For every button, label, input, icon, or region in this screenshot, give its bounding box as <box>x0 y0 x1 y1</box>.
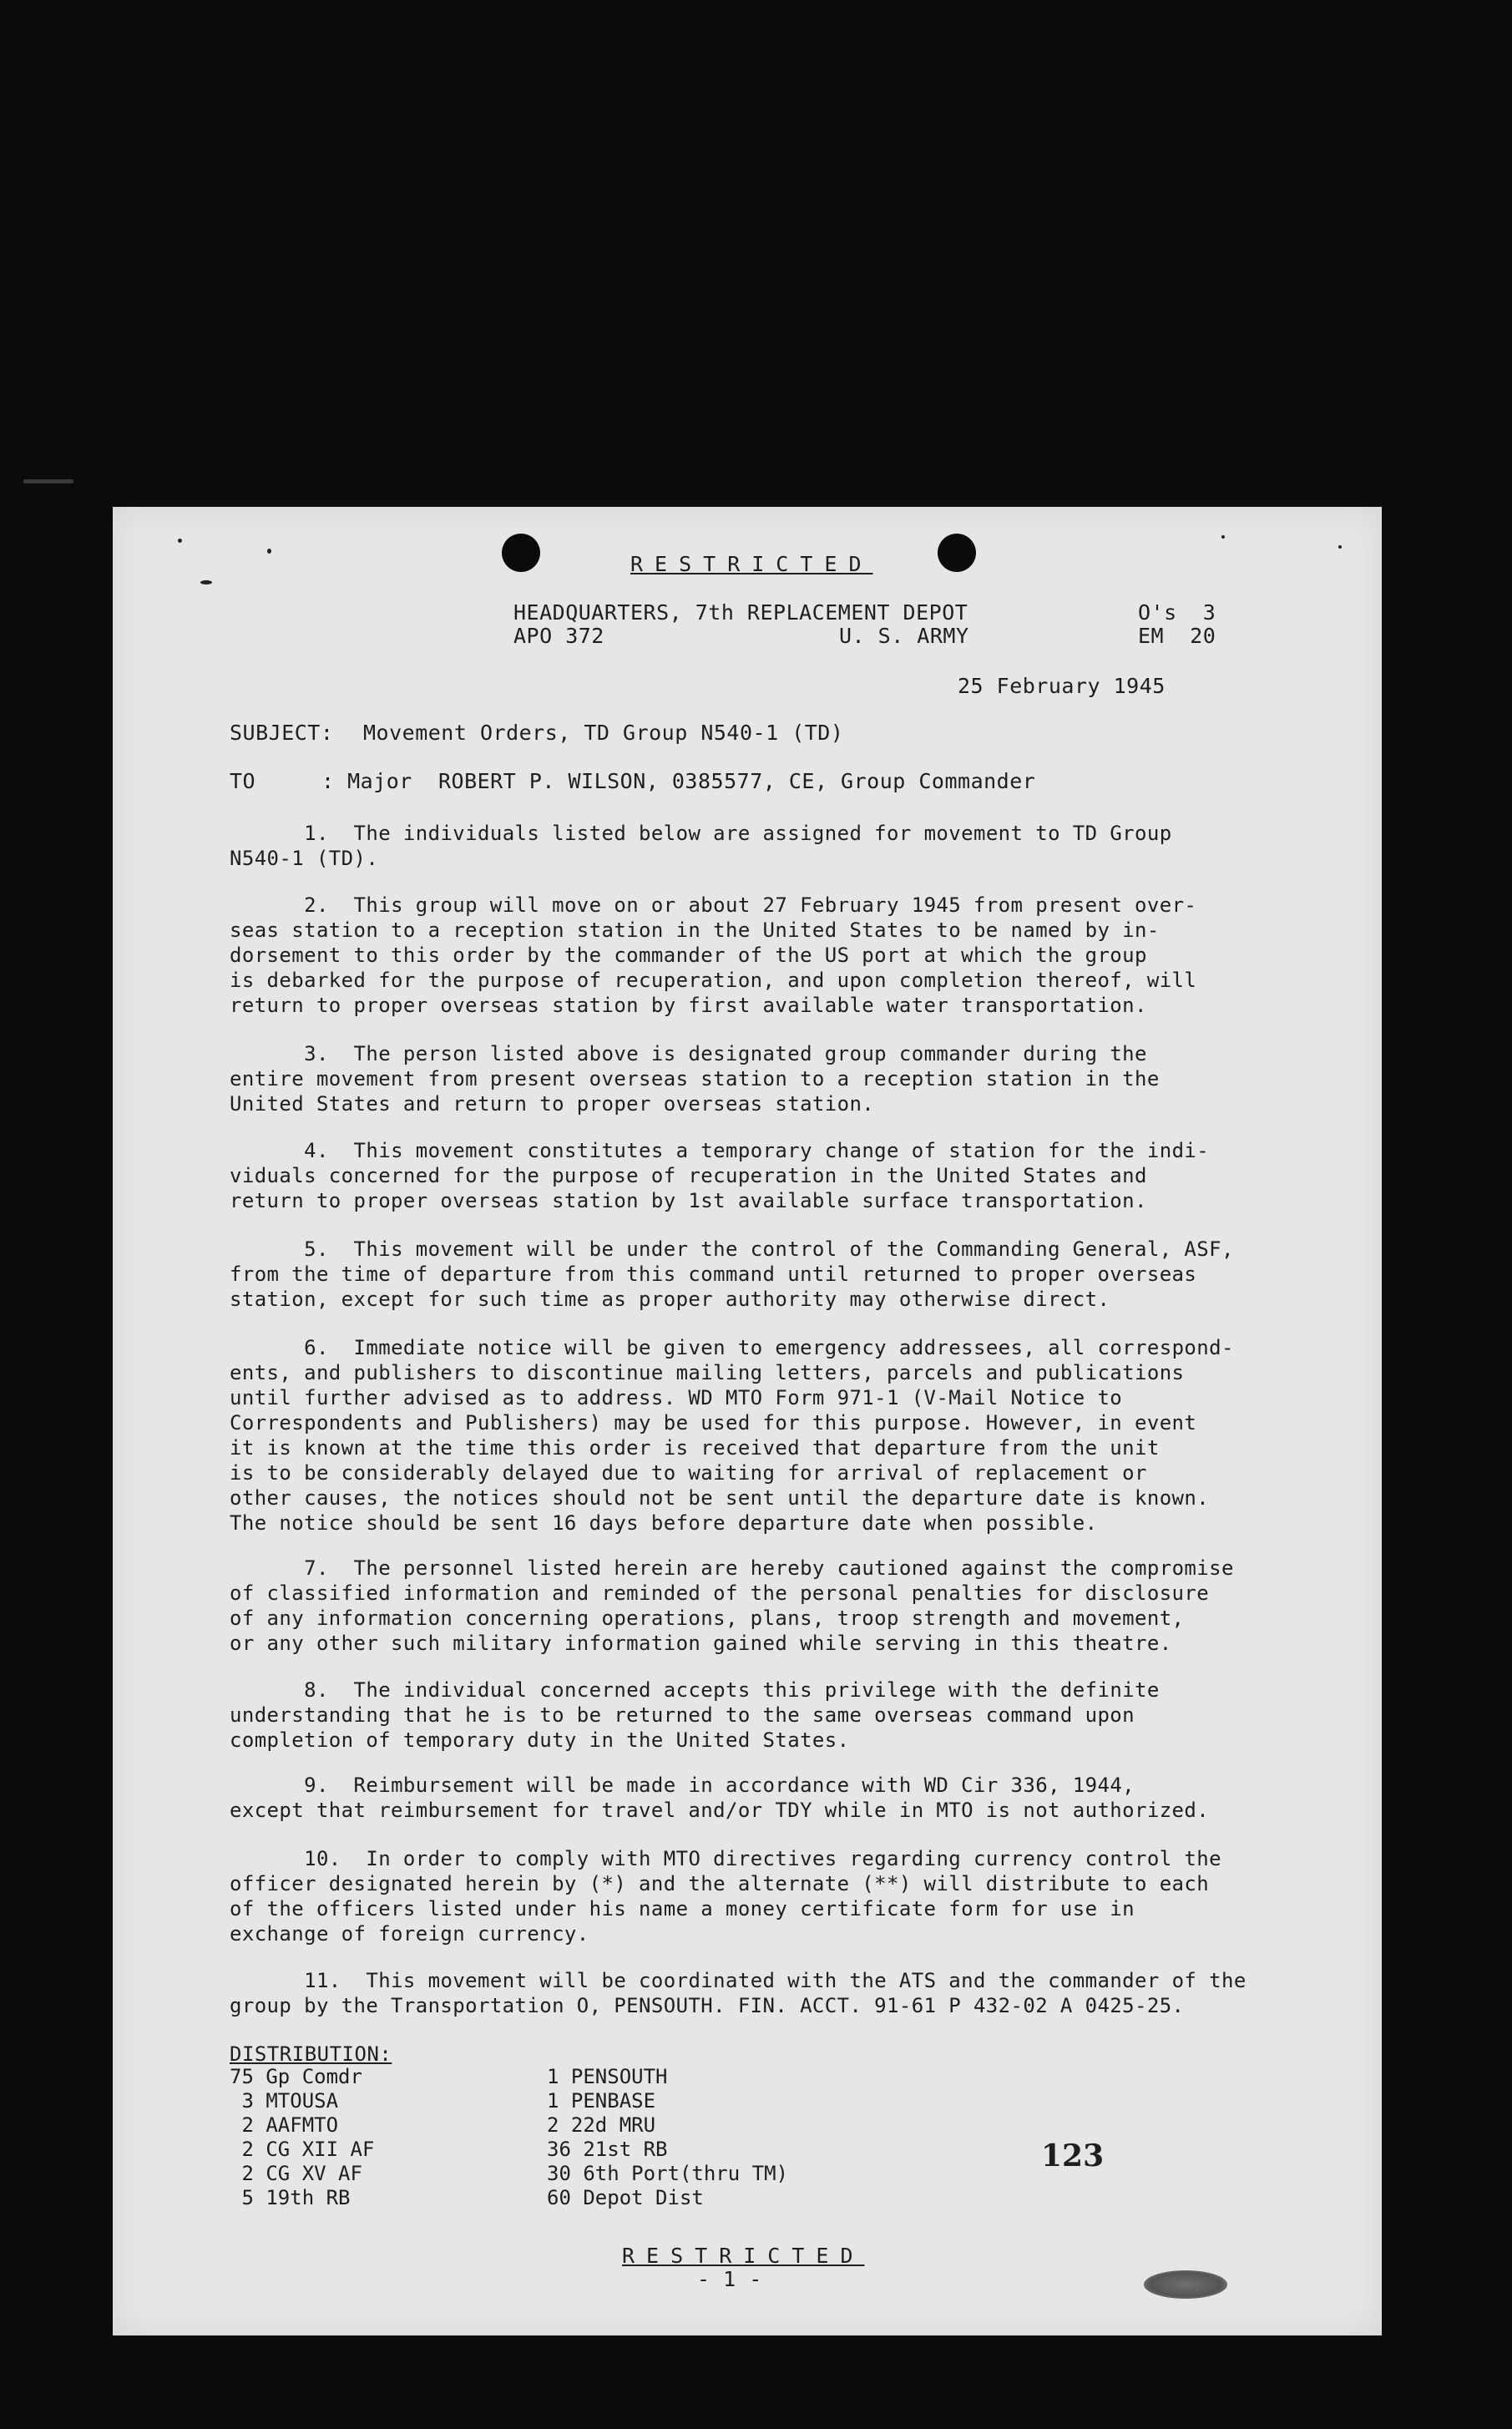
paragraph-11: 11. This movement will be coordinated with the ATS and the commander of the group by the Transportation O, PENSOUTH. FIN. ACCT. 91-61 P 432-02 A 0425-25. <box>230 1969 1247 2017</box>
paragraph-number: 3. <box>304 1042 329 1065</box>
paragraph-number: 9. <box>304 1774 329 1797</box>
ink-stamp <box>1144 2270 1227 2299</box>
distribution-item: 75 Gp Comdr <box>230 2065 362 2088</box>
paragraph-number: 10. <box>304 1847 341 1870</box>
paragraph-number: 11. <box>304 1969 341 1992</box>
to-text: : Major ROBERT P. WILSON, 0385577, CE, Group Commander <box>321 769 1036 793</box>
paragraph-number: 5. <box>304 1237 329 1261</box>
distribution-item: 3 MTOUSA <box>230 2089 339 2113</box>
distribution-item: 2 CG XV AF <box>230 2162 362 2185</box>
speck <box>200 580 212 584</box>
paragraph-3: 3. The person listed above is designated group commander during the entire movement from present overseas station to a reception station in the United States and return to proper overseas station. <box>230 1042 1160 1116</box>
distribution-list-left <box>230 2065 374 2210</box>
paragraph-5: 5. This movement will be under the control of the Commanding General, ASF, from the time of departure from this command until returned to proper overseas station, except for such time as proper authority may otherwise direct. <box>230 1237 1234 1311</box>
distribution-item: 60 Depot Dist <box>547 2186 704 2209</box>
paragraph-4: 4. This movement constitutes a temporary change of station for the indi- viduals concerned for the purpose of recuperation in the United States and return to proper overseas station by 1st available surface transportation. <box>230 1139 1210 1212</box>
document-date: 25 February 1945 <box>958 674 1166 698</box>
subject-text: Movement Orders, TD Group N540-1 (TD) <box>363 721 844 745</box>
distribution-item: 2 AAFMTO <box>230 2113 339 2137</box>
subject-label: SUBJECT: <box>230 721 334 745</box>
paragraph-1: 1. The individuals listed below are assigned for movement to TD Group N540-1 (TD). <box>230 822 1172 870</box>
distribution-item: 36 21st RB <box>547 2138 668 2161</box>
classification-top: RESTRICTED <box>630 552 873 576</box>
strength-enlisted: EM 20 <box>1138 624 1216 648</box>
paragraph-6: 6. Immediate notice will be given to emergency addressees, all correspond- ents, and publishers to discontinue mailing letters, parcels and publications until further advised as to address. WD MTO Form 971-1 (V-Mail Notice to Correspondents and Publishers) may be used for this purpose. However, in event it is known at the time this order is received that departure from the unit is to be considerably delayed due to waiting for arrival of replacement or other causes, the notices should not be sent until the departure date is known. The notice should be sent 16 days before departure date when possible. <box>230 1336 1234 1535</box>
distribution-item: 1 PENSOUTH <box>547 2065 668 2088</box>
paragraph-number: 6. <box>304 1336 329 1359</box>
punch-hole-right <box>938 534 976 572</box>
distribution-item: 30 6th Port(thru TM) <box>547 2162 788 2185</box>
speck <box>267 549 271 554</box>
document-page <box>113 507 1382 2335</box>
unit-name: HEADQUARTERS, 7th REPLACEMENT DEPOT <box>513 600 968 625</box>
distribution-label: DISTRIBUTION: <box>230 2042 392 2066</box>
paragraph-10: 10. In order to comply with MTO directives regarding currency control the officer designated herein by (*) and the alternate (**) will distribute to each of the officers listed under his name a money certificate form for use in exchange of foreign currency. <box>230 1847 1221 1946</box>
speck <box>1221 535 1225 539</box>
paragraph-8: 8. The individual concerned accepts this privilege with the definite understanding that he is to be returned to the same overseas command upon completion of temporary duty in the United States. <box>230 1678 1160 1752</box>
punch-hole-left <box>502 534 540 572</box>
distribution-list-right <box>547 2065 788 2210</box>
apo: APO 372 <box>513 624 604 648</box>
stamped-page-number: 123 <box>1041 2138 1105 2173</box>
distribution-item: 2 CG XII AF <box>230 2138 375 2161</box>
distribution-item: 5 19th RB <box>230 2186 351 2209</box>
film-edge-mark <box>23 479 73 483</box>
paragraph-2: 2. This group will move on or about 27 February 1945 from present over- seas station to a reception station in the United States to be named by in- dorsement to this order by the commander of the US port at which the group is debarked for the purpose of recuperation, and upon completion thereof, will return to proper overseas station by first available water transportation. <box>230 893 1197 1017</box>
paragraph-number: 2. <box>304 893 329 917</box>
army: U. S. ARMY <box>839 624 969 648</box>
paragraph-number: 4. <box>304 1139 329 1162</box>
page-number: - 1 - <box>697 2267 762 2291</box>
to-label: TO <box>230 769 256 793</box>
distribution-item: 2 22d MRU <box>547 2113 656 2137</box>
paragraph-number: 8. <box>304 1678 329 1702</box>
speck <box>178 539 182 543</box>
paragraph-number: 1. <box>304 822 329 845</box>
classification-bottom: RESTRICTED <box>622 2244 865 2268</box>
paragraph-number: 7. <box>304 1556 329 1580</box>
paragraph-7: 7. The personnel listed herein are hereby cautioned against the compromise of classified information and reminded of the personal penalties for disclosure of any information concerning operations, plans, troop strength and movement, or any other such military information gained while serving in this theatre. <box>230 1556 1234 1655</box>
strength-officers: O's 3 <box>1138 600 1216 625</box>
distribution-item: 1 PENBASE <box>547 2089 656 2113</box>
speck <box>1338 545 1342 549</box>
paragraph-9: 9. Reimbursement will be made in accordance with WD Cir 336, 1944, except that reimbursement for travel and/or TDY while in MTO is not authorized. <box>230 1774 1210 1822</box>
